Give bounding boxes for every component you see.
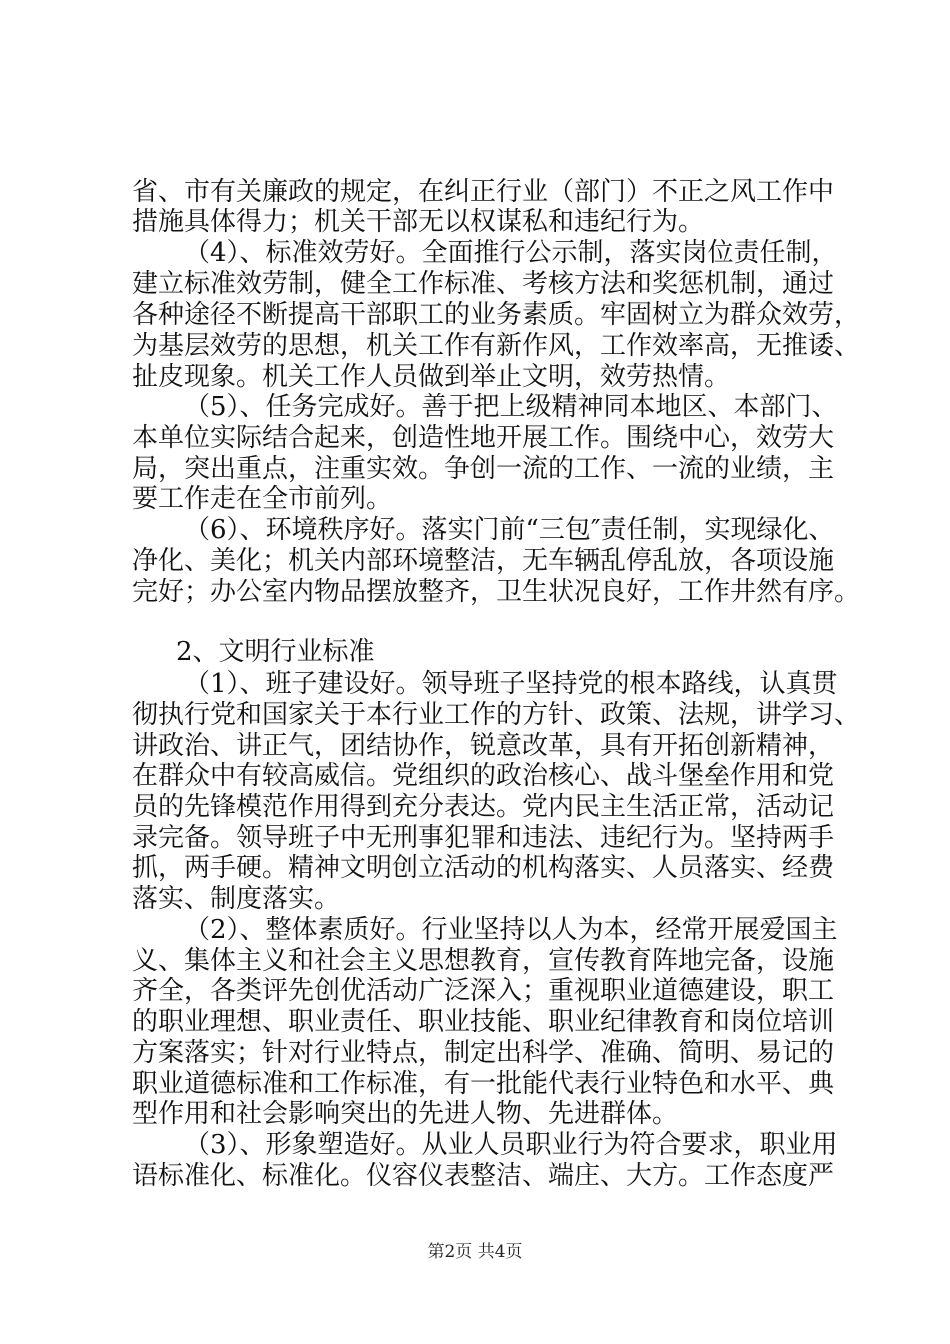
text-line: 职业道德标准和工作标准，有一批能代表行业特色和水平、典 xyxy=(132,1069,835,1099)
section-heading: 2、文明行业标准 xyxy=(176,637,375,667)
text-line: 彻执行党和国家关于本行业工作的方针、政策、法规，讲学习、 xyxy=(132,700,861,730)
text-line: 为基层效劳的思想，机关工作有新作风，工作效率高，无推诿、 xyxy=(132,331,861,361)
text-line: 的职业理想、职业责任、职业技能、职业纪律教育和岗位培训 xyxy=(132,1007,835,1037)
text-line: 录完备。领导班子中无刑事犯罪和违法、违纪行为。坚持两手 xyxy=(132,823,835,853)
text-line: 局，突出重点，注重实效。争创一流的工作、一流的业绩，主 xyxy=(132,454,835,484)
text-line: 义、集体主义和社会主义思想教育，宣传教育阵地完备，设施 xyxy=(132,946,835,976)
text-line: 本单位实际结合起来，创造性地开展工作。围绕中心，效劳大 xyxy=(132,423,835,453)
text-line: （5）、任务完成好。善于把上级精神同本地区、本部门、 xyxy=(184,392,838,422)
text-line: 完好；办公室内物品摆放整齐，卫生状况良好，工作井然有序。 xyxy=(132,577,861,607)
text-line: 语标准化、标准化。仪容仪表整洁、端庄、大方。工作态度严 xyxy=(132,1161,835,1191)
text-line: 型作用和社会影响突出的先进人物、先进群体。 xyxy=(132,1099,679,1129)
text-line: （1）、班子建设好。领导班子坚持党的根本路线，认真贯 xyxy=(184,669,838,699)
text-line: （6）、环境秩序好。落实门前“三包″责任制，实现绿化、 xyxy=(184,515,835,545)
text-line: 扯皮现象。机关工作人员做到举止文明，效劳热情。 xyxy=(132,362,731,392)
text-line: 员的先锋模范作用得到充分表达。党内民主生活正常，活动记 xyxy=(132,792,835,822)
text-line: 省、市有关廉政的规定，在纠正行业（部门）不正之风工作中 xyxy=(132,177,835,207)
text-line: 齐全，各类评先创优活动广泛深入；重视职业道德建设，职工 xyxy=(132,976,835,1006)
text-line: 抓，两手硬。精神文明创立活动的机构落实、人员落实、经费 xyxy=(132,853,835,883)
text-line: 建立标准效劳制，健全工作标准、考核方法和奖惩机制，通过 xyxy=(132,269,835,299)
text-line: （2）、整体素质好。行业坚持以人为本，经常开展爱国主 xyxy=(184,915,838,945)
text-line: （3）、形象塑造好。从业人员职业行为符合要求，职业用 xyxy=(184,1130,838,1160)
page-number-footer: 第2页 共4页 xyxy=(427,1242,523,1262)
text-line: 落实、制度落实。 xyxy=(132,884,341,914)
text-line: 净化、美化；机关内部环境整洁，无车辆乱停乱放，各项设施 xyxy=(132,546,835,576)
text-line: 讲政治、讲正气，团结协作，锐意改革，具有开拓创新精神， xyxy=(132,731,835,761)
text-line: （4）、标准效劳好。全面推行公示制，落实岗位责任制， xyxy=(184,238,838,268)
text-line: 在群众中有较高威信。党组织的政治核心、战斗堡垒作用和党 xyxy=(132,761,835,791)
text-line: 各种途径不断提高干部职工的业务素质。牢固树立为群众效劳， xyxy=(132,300,861,330)
text-line: 要工作走在全市前列。 xyxy=(132,484,393,514)
text-line: 方案落实；针对行业特点，制定出科学、准确、简明、易记的 xyxy=(132,1038,835,1068)
text-line: 措施具体得力；机关干部无以权谋私和违纪行为。 xyxy=(132,207,705,237)
